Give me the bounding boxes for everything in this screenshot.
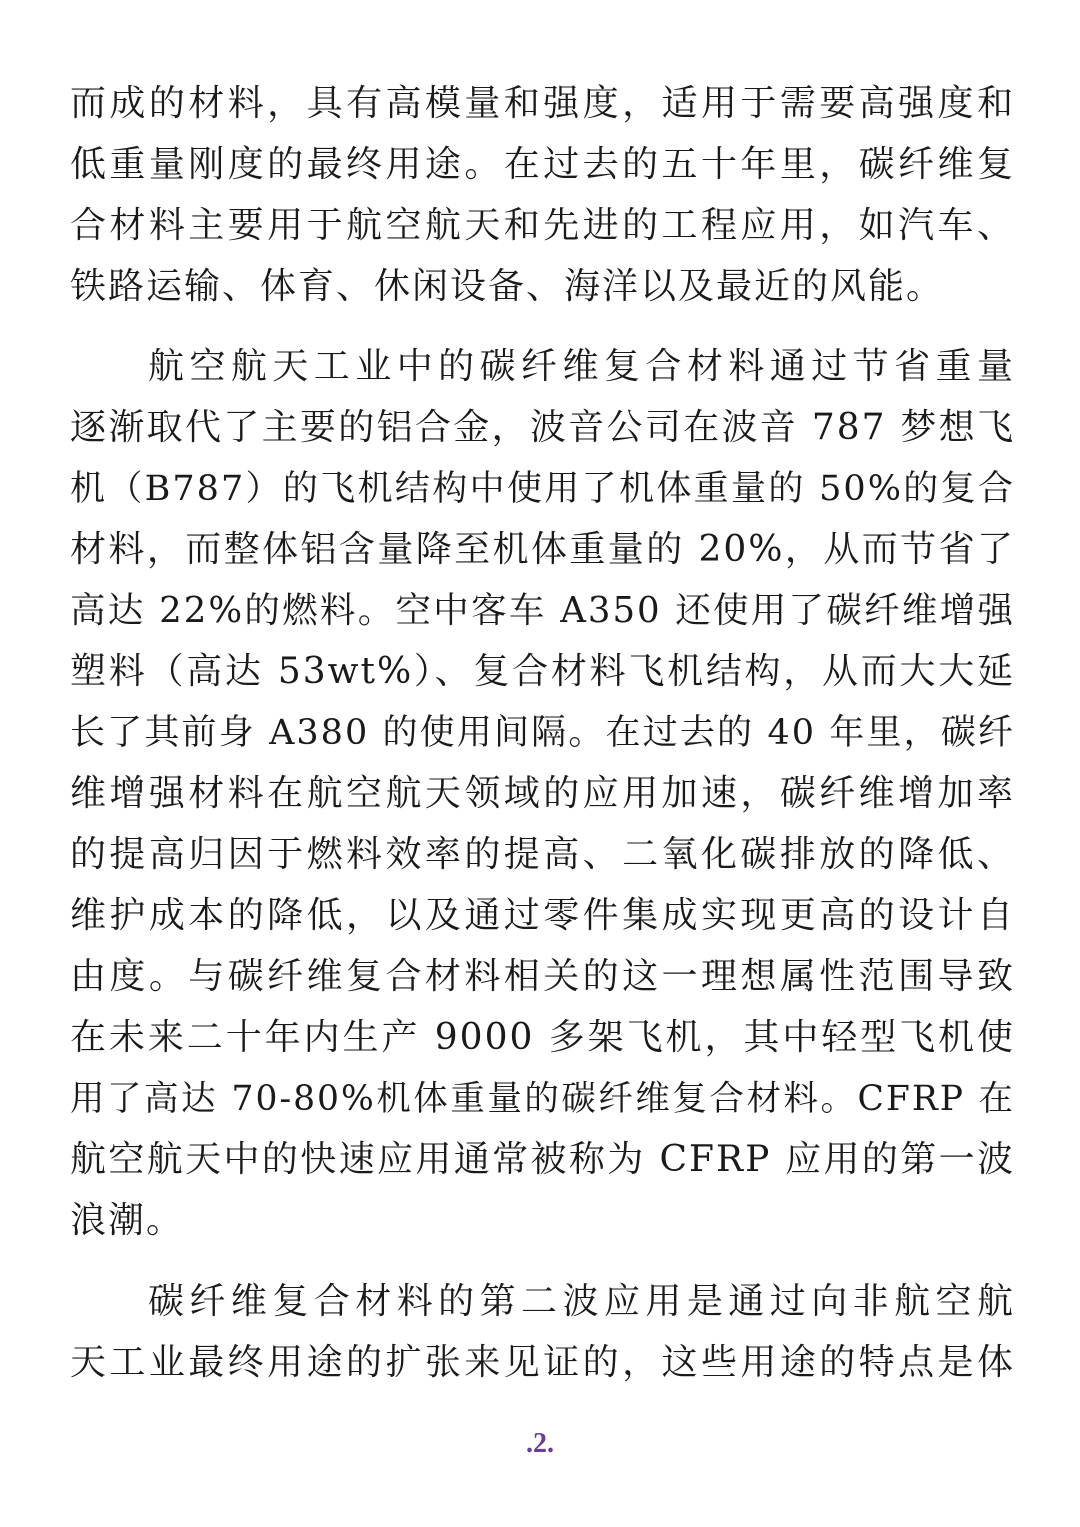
paragraph-line: 航空航天中的快速应用通常被称为 CFRP 应用的第一波 (70, 1139, 1015, 1180)
paragraph-line: 航空航天工业中的碳纤维复合材料通过节省重量 (148, 346, 1015, 387)
paragraph-line: 浪潮。 (70, 1200, 185, 1241)
paragraph-line: 铁路运输、体育、休闲设备、海洋以及最近的风能。 (70, 266, 945, 307)
paragraph-line: 机（B787）的飞机结构中使用了机体重量的 50%的复合 (70, 469, 1015, 509)
paragraph-line: 维护成本的降低，以及通过零件集成实现更高的设计自 (70, 895, 1015, 936)
paragraph-line: 天工业最终用途的扩张来见证的，这些用途的特点是体 (70, 1342, 1015, 1383)
paragraph-line: 塑料（高达 53wt%）、复合材料飞机结构，从而大大延 (70, 651, 1015, 692)
paragraph-line: 逐渐取代了主要的铝合金，波音公司在波音 787 梦想飞 (70, 407, 1015, 448)
paragraph-line: 合材料主要用于航空航天和先进的工程应用，如汽车、 (70, 205, 1015, 246)
paragraph-line: 碳纤维复合材料的第二波应用是通过向非航空航 (148, 1281, 1015, 1322)
paragraph-line: 在未来二十年内生产 9000 多架飞机，其中轻型飞机使 (70, 1017, 1015, 1058)
paragraph-line: 维增强材料在航空航天领域的应用加速，碳纤维增加率 (70, 773, 1015, 814)
paragraph-line: 由度。与碳纤维复合材料相关的这一理想属性范围导致 (70, 956, 1015, 997)
paragraph-line: 高达 22%的燃料。空中客车 A350 还使用了碳纤维增强 (70, 590, 1015, 631)
paragraph-line: 低重量刚度的最终用途。在过去的五十年里，碳纤维复 (70, 144, 1015, 185)
paragraph-line: 的提高归因于燃料效率的提高、二氧化碳排放的降低、 (70, 834, 1015, 875)
paragraph-line: 材料，而整体铝含量降至机体重量的 20%，从而节省了 (70, 529, 1015, 570)
page-number: .2. (526, 1428, 554, 1459)
paragraph-line: 而成的材料，具有高模量和强度，适用于需要高强度和 (70, 83, 1015, 124)
paragraph-line: 用了高达 70-80%机体重量的碳纤维复合材料。CFRP 在 (70, 1079, 1015, 1119)
paragraph-line: 长了其前身 A380 的使用间隔。在过去的 40 年里，碳纤 (70, 713, 1015, 753)
